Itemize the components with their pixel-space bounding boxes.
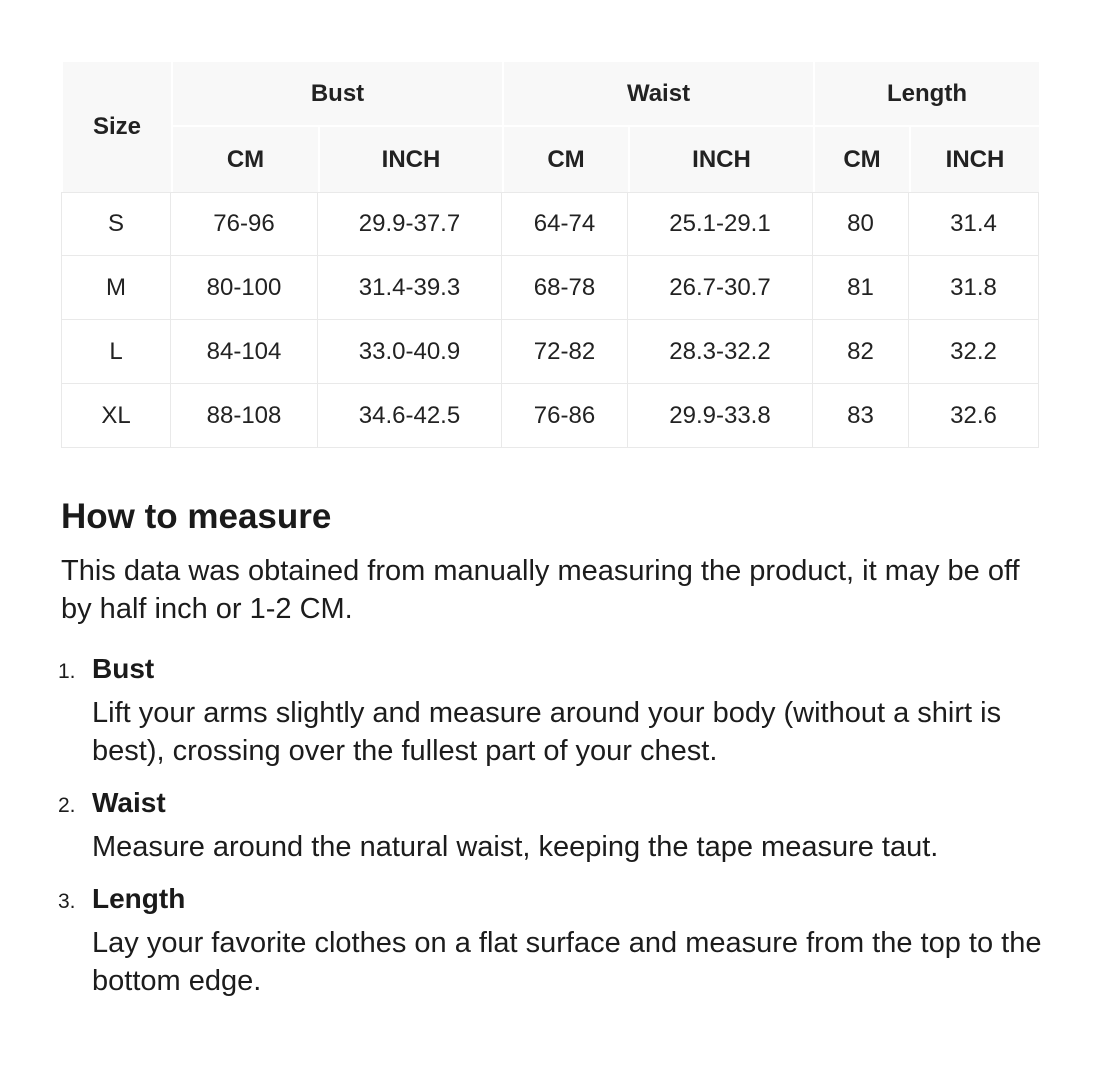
step-content: [92, 786, 1052, 866]
size-cell: M: [61, 256, 171, 320]
bust-inch-cell: 34.6-42.5: [318, 384, 502, 448]
list-item: [58, 882, 1052, 1000]
column-header-bust-cm: CM: [171, 127, 318, 192]
length-cm-cell: 80: [813, 192, 909, 256]
length-cm-cell: 83: [813, 384, 909, 448]
length-inch-cell: 32.2: [909, 320, 1039, 384]
table-row: [61, 384, 1039, 448]
column-header-size: Size: [61, 62, 171, 192]
size-chart-table: [61, 62, 1039, 448]
waist-cm-cell: 68-78: [502, 256, 628, 320]
measure-intro-text: This data was obtained from manually measuring the product, it may be off by half inch or 1-2 CM.: [61, 555, 1020, 625]
step-description: Lay your favorite clothes on a flat surface and measure from the top to the bottom edge.: [92, 927, 1042, 997]
size-guide-page: [58, 0, 1042, 1000]
step-content: [92, 882, 1052, 1000]
table-row: [61, 320, 1039, 384]
step-number: 2.: [58, 794, 76, 817]
bust-cm-cell: 84-104: [171, 320, 318, 384]
waist-inch-cell: 26.7-30.7: [628, 256, 813, 320]
size-cell: S: [61, 192, 171, 256]
how-to-measure-title: How to measure: [61, 497, 332, 536]
column-header-waist-cm: CM: [502, 127, 628, 192]
size-cell: L: [61, 320, 171, 384]
step-number: 1.: [58, 660, 76, 683]
length-cm-cell: 82: [813, 320, 909, 384]
bust-inch-cell: 31.4-39.3: [318, 256, 502, 320]
waist-cm-cell: 72-82: [502, 320, 628, 384]
step-title: Waist: [92, 787, 166, 818]
column-header-length-cm: CM: [813, 127, 909, 192]
length-inch-cell: 32.6: [909, 384, 1039, 448]
column-header-length: Length: [813, 62, 1039, 127]
column-header-bust: Bust: [171, 62, 502, 127]
column-header-length-inch: INCH: [909, 127, 1039, 192]
length-cm-cell: 81: [813, 256, 909, 320]
waist-cm-cell: 76-86: [502, 384, 628, 448]
list-item: [58, 652, 1052, 770]
bust-inch-cell: 29.9-37.7: [318, 192, 502, 256]
bust-inch-cell: 33.0-40.9: [318, 320, 502, 384]
step-description: Measure around the natural waist, keeping the tape measure taut.: [92, 831, 939, 863]
table-row: [61, 256, 1039, 320]
bust-cm-cell: 80-100: [171, 256, 318, 320]
waist-cm-cell: 64-74: [502, 192, 628, 256]
column-header-bust-inch: INCH: [318, 127, 502, 192]
size-chart-header: [61, 62, 1039, 192]
column-header-waist: Waist: [502, 62, 813, 127]
step-description: Lift your arms slightly and measure around your body (without a shirt is best), crossing over the fullest part of your chest.: [92, 697, 1002, 767]
list-item: [58, 786, 1052, 866]
table-row: [61, 192, 1039, 256]
header-group-row: [61, 62, 1039, 127]
size-chart-body: [61, 192, 1039, 448]
step-number: 3.: [58, 890, 76, 913]
step-title: Length: [92, 883, 186, 914]
waist-inch-cell: 28.3-32.2: [628, 320, 813, 384]
bust-cm-cell: 76-96: [171, 192, 318, 256]
step-title: Bust: [92, 653, 155, 684]
step-content: [92, 652, 1052, 770]
size-cell: XL: [61, 384, 171, 448]
length-inch-cell: 31.4: [909, 192, 1039, 256]
bust-cm-cell: 88-108: [171, 384, 318, 448]
waist-inch-cell: 29.9-33.8: [628, 384, 813, 448]
header-unit-row: [61, 127, 1039, 192]
column-header-waist-inch: INCH: [628, 127, 813, 192]
length-inch-cell: 31.8: [909, 256, 1039, 320]
waist-inch-cell: 25.1-29.1: [628, 192, 813, 256]
measure-steps-list: [58, 652, 1052, 1000]
